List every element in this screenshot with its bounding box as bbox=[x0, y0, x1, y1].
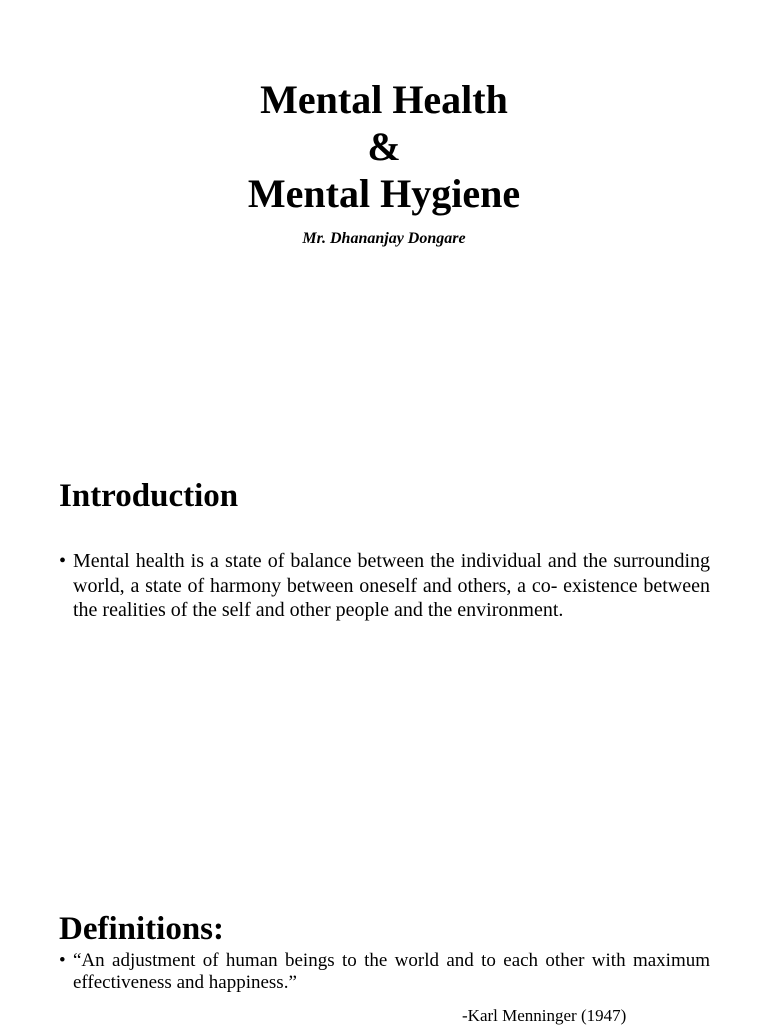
title-slide bbox=[0, 0, 768, 432]
definitions-heading: Definitions: bbox=[59, 911, 224, 947]
list-item bbox=[59, 950, 710, 994]
bullet-text: “An adjustment of human beings to the world and to each other with maximum effectiveness and happiness.” bbox=[73, 950, 710, 993]
title-ampersand: & bbox=[367, 124, 401, 169]
introduction-slide bbox=[0, 432, 768, 864]
definitions-slide bbox=[0, 864, 768, 1024]
bullet-text: Mental health is a state of balance between the individual and the surrounding world, a state of harmony between oneself and others, a co- existence between the realities of the self and other people and the environment. bbox=[73, 550, 710, 621]
quote-attribution: -Karl Menninger (1947) bbox=[462, 1006, 627, 1025]
title-line-3: Mental Hygiene bbox=[247, 171, 521, 216]
list-item bbox=[59, 549, 710, 623]
introduction-heading: Introduction bbox=[59, 478, 239, 514]
author-name: Mr. Dhananjay Dongare bbox=[302, 230, 466, 247]
bullet-marker: • bbox=[59, 950, 66, 971]
bullet-marker: • bbox=[59, 550, 67, 572]
title-line-1: Mental Health bbox=[260, 77, 508, 122]
